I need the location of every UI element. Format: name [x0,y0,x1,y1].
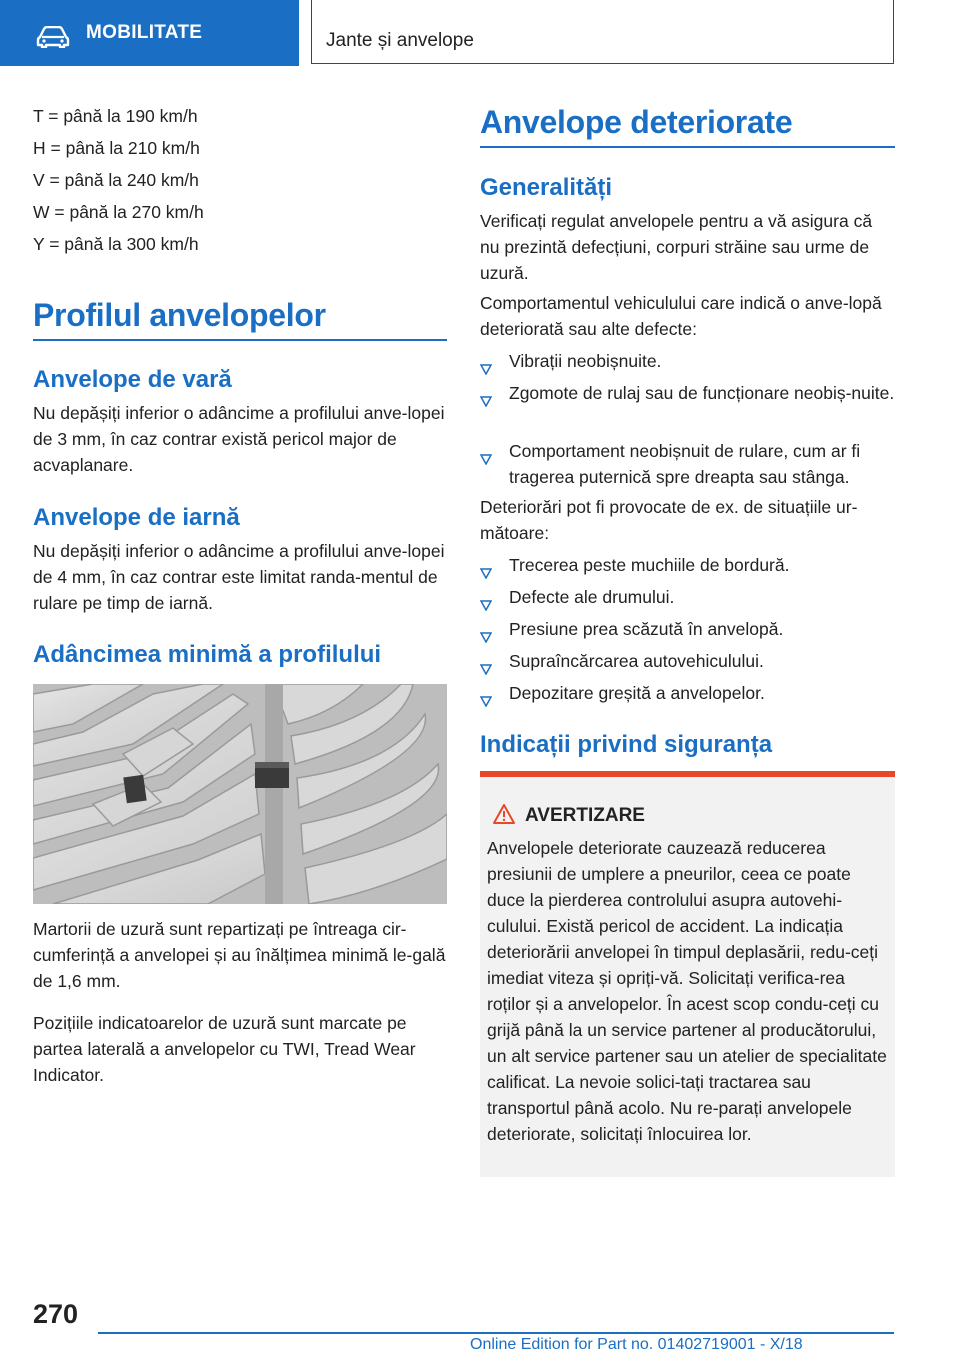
safety-heading: Indicații privind siguranța [480,731,773,758]
damaged-tires-heading: Anvelope deteriorate [480,104,793,140]
triangle-bullet-icon [480,560,492,586]
list-item [480,380,895,406]
twi-text: Pozițiile indicatoarelor de uzură sunt marcate pe partea laterală a anvelopelor cu TWI, Tread Wear Indicator. [33,1013,416,1085]
general-text: Verificați regulat anvelopele pentru a vă asigura că nu prezintă defecțiuni, corpuri străine sau urme de uzură. [480,211,873,283]
triangle-bullet-icon [480,688,492,714]
triangle-bullet-icon [480,624,492,650]
list-item-text: Supraîncărcarea autovehiculului. [509,651,764,671]
triangle-bullet-icon [480,388,492,414]
list-item-text: Trecerea peste muchiile de bordură. [509,555,790,575]
behaviour-text: Comportamentul vehiculului care indică o anve-lopă deteriorată sau alte defecte: [480,293,882,339]
list-item-text: Vibrații neobișnuite. [509,351,662,371]
minimum-depth-heading: Adâncimea minimă a profilului [33,641,382,668]
winter-heading: Anvelope de iarnă [33,504,240,531]
list-item-text: Presiune prea scăzută în anvelopă. [509,619,784,639]
footer-edition: Online Edition for Part no. 01402719001 - X/18 [470,1336,803,1353]
car-icon [36,26,70,53]
damaged-heading-rule [480,146,895,148]
section-title: MOBILITATE [86,22,203,43]
list-item-text: Zgomote de rulaj sau de funcționare neobiș-nuite. [509,383,895,403]
list-item [480,680,895,706]
winter-text: Nu depășiți inferior o adâncime a profilului anve-lopei de 4 mm, în caz contrar este limitat randa-mentul de rulare pe timp de iarnă. [33,541,445,613]
speed-rating-y: Y = până la 300 km/h [33,234,199,254]
list-item [480,348,895,374]
speed-rating-t: T = până la 190 km/h [33,106,198,126]
speed-rating-v: V = până la 240 km/h [33,170,199,190]
warning-title: AVERTIZARE [525,805,645,826]
section-tab[interactable] [0,0,299,66]
triangle-bullet-icon [480,356,492,382]
speed-rating-h: H = până la 210 km/h [33,138,200,158]
footer-rule [98,1332,894,1334]
speed-rating-w: W = până la 270 km/h [33,202,204,222]
list-item [480,648,895,674]
list-item [480,616,895,642]
chapter-header [311,0,894,64]
summer-heading: Anvelope de vară [33,366,232,393]
general-heading: Generalități [480,174,613,201]
list-item-text: Comportament neobișnuit de rulare, cum ar fi tragerea puternică spre dreapta sau stânga. [509,441,861,487]
causes-text: Deteriorări pot fi provocate de ex. de situațiile ur-mătoare: [480,497,858,543]
list-item [480,552,895,578]
triangle-bullet-icon [480,446,492,472]
list-item-text: Defecte ale drumului. [509,587,675,607]
warning-text: Anvelopele deteriorate cauzează reducerea presiunii de umplere a pneurilor, ceea ce poate duce la pierderea controlului asupra autovehi-culului. Există pericol de accident. La indicația deteriorării anvelopei în timpul deplasării, redu-ceți imediat viteza și opriți-vă. Solicitați verifica-rea roților și a anvelopelor. În acest scop condu-ceți cu grijă până la un service partener al producătorului, un alt service partener sau un atelier de specialitate calificat. La nevoie solici-tați tractarea sau transportul până acolo. Nu re-parați anvelopele deteriorate, solicitați înlocuirea lor. [487,838,887,1144]
wear-indicator-text: Martorii de uzură sunt repartizați pe întreaga cir-cumferință a anvelopei și au înălțimea minimă le-gală de 1,6 mm. [33,919,446,991]
chapter-title: Jante și anvelope [326,30,474,51]
warning-triangle-icon [492,803,516,830]
profile-heading: Profilul anvelopelor [33,297,326,333]
page-number: 270 [33,1299,79,1329]
warning-box [480,771,895,1177]
list-item [480,438,895,490]
list-item-text: Depozitare greșită a anvelopelor. [509,683,765,703]
list-item [480,584,895,610]
triangle-bullet-icon [480,592,492,618]
triangle-bullet-icon [480,656,492,682]
tread-wear-figure [33,684,447,904]
summer-text: Nu depășiți inferior o adâncime a profilului anve-lopei de 3 mm, în caz contrar există pericol major de acvaplanare. [33,403,445,475]
profile-heading-rule [33,339,447,341]
